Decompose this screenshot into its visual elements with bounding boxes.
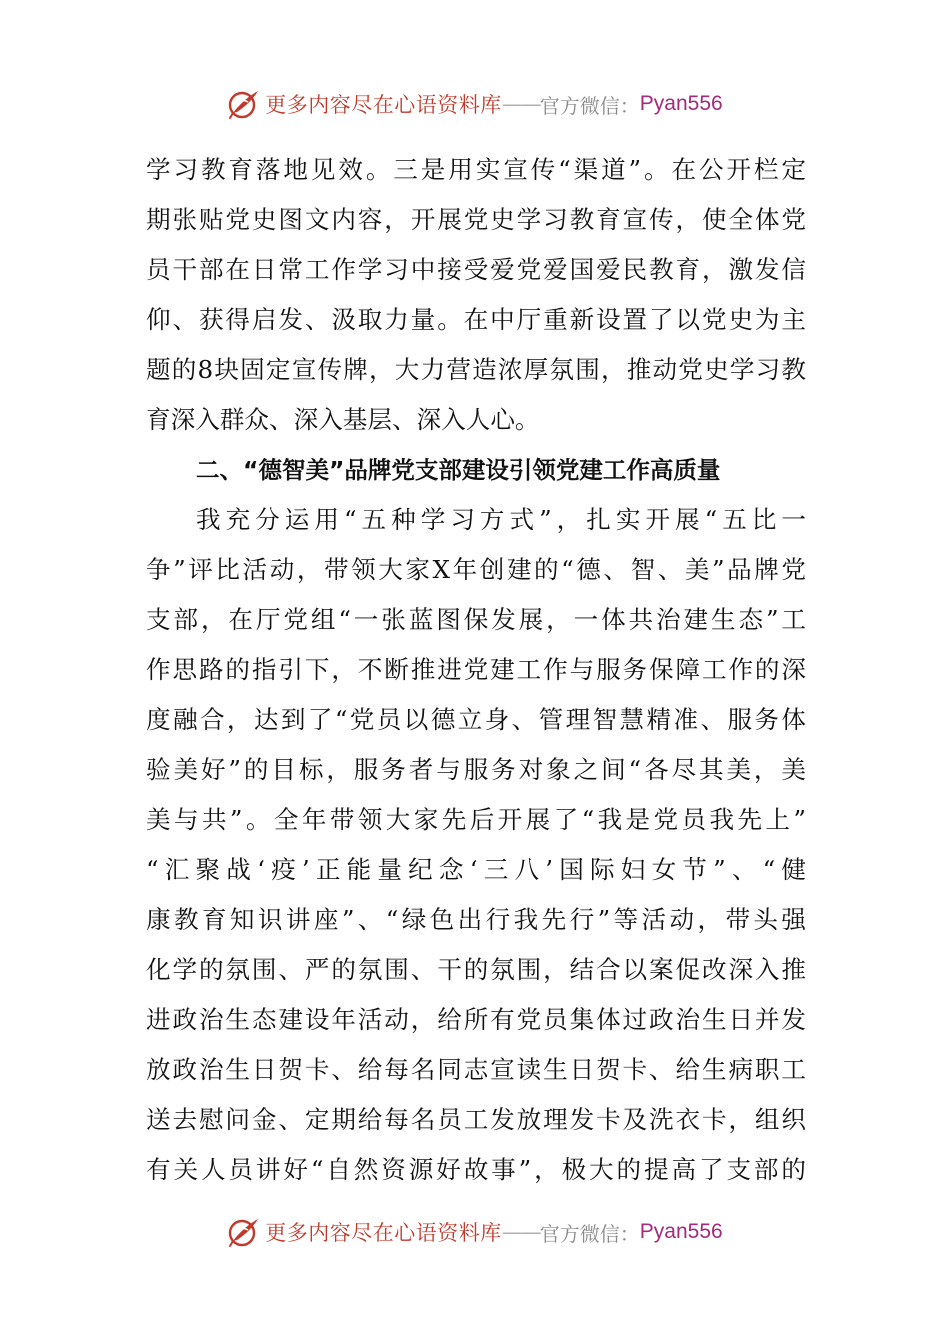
- text-line: 我充分运用“五种学习方式”，扎实开展“五比一: [196, 505, 806, 534]
- text-line: 仰、获得启发、汲取力量。在中厅重新设置了以党史为主: [146, 305, 806, 334]
- text-line: 美与共”。全年带领大家先后开展了“我是党员我先上”: [146, 805, 806, 834]
- text-line: 题的8块固定宣传牌，大力营造浓厚氛围，推动党史学习教: [146, 355, 806, 384]
- text-line: “汇聚战‘疫’正能量纪念‘三八’国际妇女节”、“健: [146, 855, 806, 884]
- text-line: 支部，在厅党组“一张蓝图保发展，一体共治建生态”工: [146, 605, 806, 634]
- text-line: 育深入群众、深入基层、深入人心。: [146, 405, 540, 434]
- text-line: 学习教育落地见效。三是用实宣传“渠道”。在公开栏定: [146, 155, 806, 184]
- text-line: 员干部在日常工作学习中接受爱党爱国爱民教育，激发信: [146, 255, 806, 284]
- text-line: 送去慰问金、定期给每名员工发放理发卡及洗衣卡，组织: [146, 1105, 806, 1134]
- document-body: [146, 145, 806, 1195]
- quill-pen-logo-icon: [227, 1215, 261, 1249]
- text-line: 康教育知识讲座”、“绿色出行我先行”等活动，带头强: [146, 905, 806, 934]
- watermark-dash: ——: [501, 1220, 540, 1244]
- watermark-main-text: 更多内容尽在心语资料库: [265, 1221, 502, 1245]
- watermark-wechat-id: Pyan556: [639, 1220, 723, 1243]
- watermark-wechat-id: Pyan556: [639, 92, 723, 115]
- watermark-wechat-label: 官方微信：: [539, 1221, 640, 1246]
- quill-pen-logo-icon: [227, 87, 261, 121]
- text-line: 期张贴党史图文内容，开展党史学习教育宣传，使全体党: [146, 205, 806, 234]
- header-watermark: [0, 84, 950, 124]
- text-line: 放政治生日贺卡、给每名同志宣读生日贺卡、给生病职工: [146, 1055, 806, 1084]
- watermark-wechat-label: 官方微信：: [539, 93, 640, 118]
- text-line: 争”评比活动，带领大家X年创建的“德、智、美”品牌党: [146, 555, 806, 584]
- text-line: 有关人员讲好“自然资源好故事”，极大的提高了支部的: [146, 1155, 806, 1184]
- text-line: 化学的氛围、严的氛围、干的氛围，结合以案促改深入推: [146, 955, 806, 984]
- footer-watermark: [0, 1212, 950, 1252]
- text-line: 进政治生态建设年活动，给所有党员集体过政治生日并发: [146, 1005, 806, 1034]
- watermark-dash: ——: [501, 92, 540, 116]
- text-line: 验美好”的目标，服务者与服务对象之间“各尽其美，美: [146, 755, 806, 784]
- text-line: 作思路的指引下，不断推进党建工作与服务保障工作的深: [146, 655, 806, 684]
- watermark-main-text: 更多内容尽在心语资料库: [265, 93, 502, 117]
- text-line: 度融合，达到了“党员以德立身、管理智慧精准、服务体: [146, 705, 806, 734]
- section-heading: 二、“德智美”品牌党支部建设引领党建工作高质量: [196, 456, 721, 484]
